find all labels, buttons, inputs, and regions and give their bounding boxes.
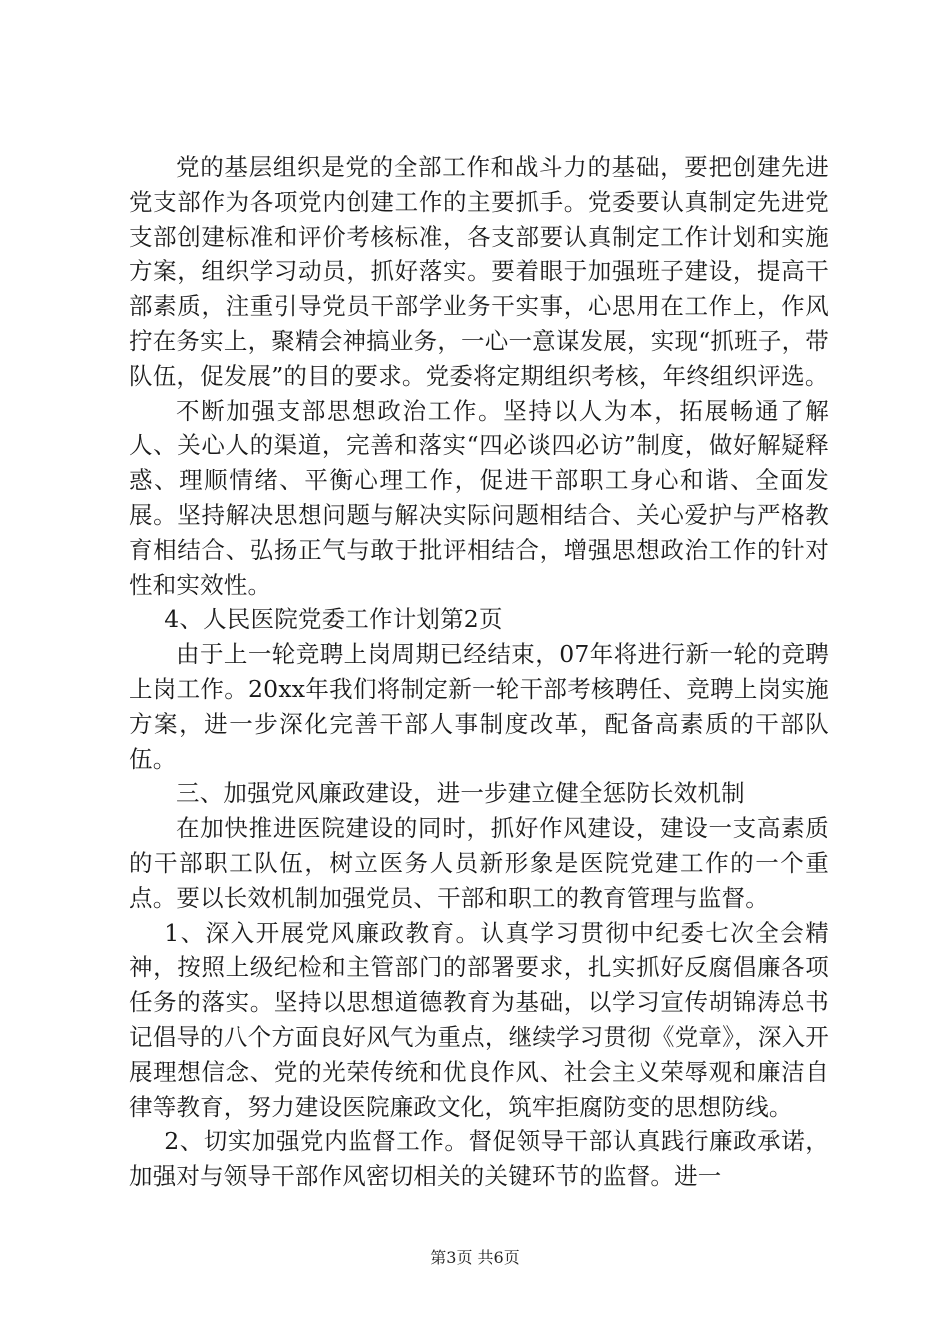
paragraph-supervision: 2、切实加强党内监督工作。督促领导干部认真践行廉政承诺，加强对与领导干部作风密切相关的关键环节的监督。进一 <box>129 1127 829 1191</box>
document-body <box>129 150 829 1194</box>
paragraph-integrity-education: 1、深入开展党风廉政教育。认真学习贯彻中纪委七次全会精神，按照上级纪检和主管部门的部署要求，扎实抓好反腐倡廉各项任务的落实。坚持以思想道德教育为基础，以学习宣传胡锦涛总书记倡导的八个方面良好风气为重点，继续学习贯彻《党章》，深入开展理想信念、党的光荣传统和优良作风、社会主义荣辱观和廉洁自律等教育，努力建设医院廉政文化，筑牢拒腐防变的思想防线。 <box>129 918 829 1121</box>
paragraph-party-branch: 党的基层组织是党的全部工作和战斗力的基础，要把创建先进党支部作为各项党内创建工作的主要抓手。党委要认真制定先进党支部创建标准和评价考核标准，各支部要认真制定工作计划和实施方案，组织学习动员，抓好落实。要着眼于加强班子建设，提高干部素质，注重引导党员干部学业务干实事，心思用在工作上，作风拧在务实上，聚精会神搞业务，一心一意谋发展，实现“抓班子，带队伍，促发展”的目的要求。党委将定期组织考核，年终组织评选。 <box>129 153 829 390</box>
section-heading-integrity: 三、加强党风廉政建设，进一步建立健全惩防长效机制 <box>176 779 745 808</box>
paragraph-recruitment: 由于上一轮竞聘上岗周期已经结束，07年将进行新一轮的竞聘上岗工作。20xx年我们将制定新一轮干部考核聘任、竞聘上岗实施方案，进一步深化完善干部人事制度改革，配备高素质的干部队伍。 <box>129 640 829 773</box>
section-heading-plan-page: 4、人民医院党委工作计划第2页 <box>164 605 503 634</box>
paragraph-work-style: 在加快推进医院建设的同时，抓好作风建设，建设一支高素质的干部职工队伍，树立医务人员新形象是医院党建工作的一个重点。要以长效机制加强党员、干部和职工的教育管理与监督。 <box>129 814 829 912</box>
page-footer: 第3页 共6页 <box>430 1248 520 1267</box>
paragraph-political-work: 不断加强支部思想政治工作。坚持以人为本，拓展畅通了解人、关心人的渠道，完善和落实“四必谈四必访”制度，做好解疑释惑、理顺情绪、平衡心理工作，促进干部职工身心和谐、全面发展。坚持解决思想问题与解决实际问题相结合、关心爱护与严格教育相结合、弘扬正气与敢于批评相结合，增强思想政治工作的针对性和实效性。 <box>129 396 829 599</box>
